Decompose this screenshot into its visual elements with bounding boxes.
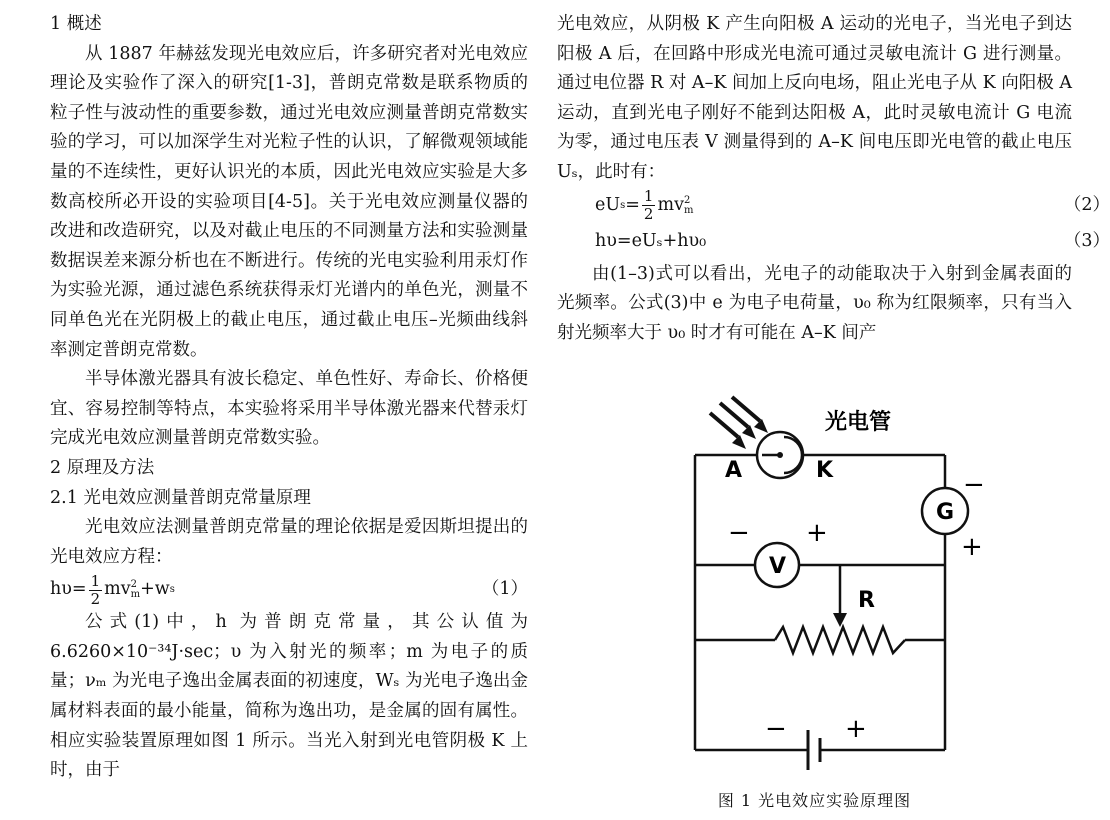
galvanometer-label: G bbox=[936, 500, 955, 525]
tube-label: 光电管 bbox=[825, 410, 892, 435]
equation-number: （1） bbox=[481, 579, 528, 600]
anode-label: A bbox=[725, 458, 743, 483]
figure-caption: 图 1 光电效应实验原理图 bbox=[717, 791, 912, 810]
resistor-label: R bbox=[858, 588, 875, 613]
section-1-heading: 1 概述 bbox=[50, 14, 102, 34]
equation-1: hυ= $\frac{1}{2}$ mv 2 m +w s （1） bbox=[50, 571, 528, 608]
section-2-1-heading: 2.1 光电效应测量普朗克常量原理 bbox=[50, 487, 311, 508]
circuit-diagram bbox=[680, 395, 1080, 780]
equation-2: eU s = $\frac{1}{2}$ mv 2 m （2） bbox=[595, 187, 1110, 224]
galvanometer-plus: + bbox=[961, 532, 983, 562]
voltmeter-plus: + bbox=[806, 518, 828, 548]
wiper-arrowhead bbox=[833, 613, 847, 627]
paragraph-intro: 从 1887 年赫兹发现光电效应后，许多研究者对光电效应理论及实验作了深入的研究[1-3]，普朗克常数是联系物质的粒子性与波动性的重要参数，通过光电效应测量普朗克常数实验的学习，可以加深学生对光粒子性的认识，了解微观领域能量的不连续性，更好认识光的本质，因此光电效应实验是大多数高校所必开设的实验项目[4-5]。关于光电效应测量仪器的改进和改造研究，以及对截止电压的不同测量方法和实验测量数据误差来源分析也在不断进行。传统的光电实验利用汞灯作为实验光源，通过滤色系统获得汞灯光谱内的单色光，测量不同单色光在光阴极上的截止电压，通过截止电压–光频曲线斜率测定普朗克常数。 bbox=[50, 43, 528, 360]
fraction-half: $\frac{1}{2}$ bbox=[90, 571, 101, 608]
fraction-half: $\frac{1}{2}$ bbox=[643, 187, 654, 224]
paragraph-explanation: 公式(1)中，h 为普朗克常量，其公认值为 6.6260×10⁻³⁴J·sec；υ 为入射光的频率；m 为电子的质量；νₘ 为光电子逸出金属表面的初速度，Wₛ 为光电子逸出金属材料表面的最小能量，简称为逸出功，是金属的固有属性。相应实验装置原理如图 1 所示。当光入射到光电管阴极 K 上时，由于 bbox=[50, 612, 528, 781]
equation-3: hυ=eUₛ+hυ₀ （3） bbox=[595, 224, 1072, 260]
paragraph-continued: 光电效应，从阴极 K 产生向阳极 A 运动的光电子，当光电子到达阳极 A 后，在回路中形成光电流可通过灵敏电流计 G 进行测量。通过电位器 R 对 A–K 间加上反向电场，阻止光电子从 K 向阳极 A 运动，直到光电子刚好不能到达阳极 A，此时灵敏电流计 G 电流为零，通过电压表 V 测量得到的 A–K 间电压即光电管的截止电压 Uₛ，此时有： bbox=[557, 14, 1072, 182]
resistor-zigzag bbox=[775, 627, 905, 653]
paragraph-principle: 光电效应法测量普朗克常量的理论依据是爱因斯坦提出的光电效应方程： bbox=[50, 517, 528, 567]
paragraph-laser: 半导体激光器具有波长稳定、单色性好、寿命长、价格便宜、容易控制等特点，本实验将采用半导体激光器来代替汞灯完成光电效应测量普朗克常数实验。 bbox=[50, 369, 528, 449]
right-column bbox=[557, 10, 1110, 348]
left-column bbox=[50, 10, 528, 786]
voltmeter-label: V bbox=[769, 554, 787, 579]
paragraph-analysis: 由(1–3)式可以看出，光电子的动能取决于入射到金属表面的光频率。公式(3)中 e 为电子电荷量，υ₀ 称为红限频率，只有当入射光频率大于 υ₀ 时才有可能在 A–K 间产 bbox=[557, 263, 1072, 343]
galvanometer-minus: − bbox=[963, 470, 985, 500]
battery-plus: + bbox=[845, 714, 867, 744]
battery-minus: − bbox=[765, 714, 787, 744]
equation-number: （3） bbox=[1063, 230, 1110, 251]
equation-number: （2） bbox=[1063, 194, 1110, 215]
cathode-label: K bbox=[816, 458, 834, 483]
section-2-heading: 2 原理及方法 bbox=[50, 457, 155, 478]
voltmeter-minus: − bbox=[728, 518, 750, 548]
